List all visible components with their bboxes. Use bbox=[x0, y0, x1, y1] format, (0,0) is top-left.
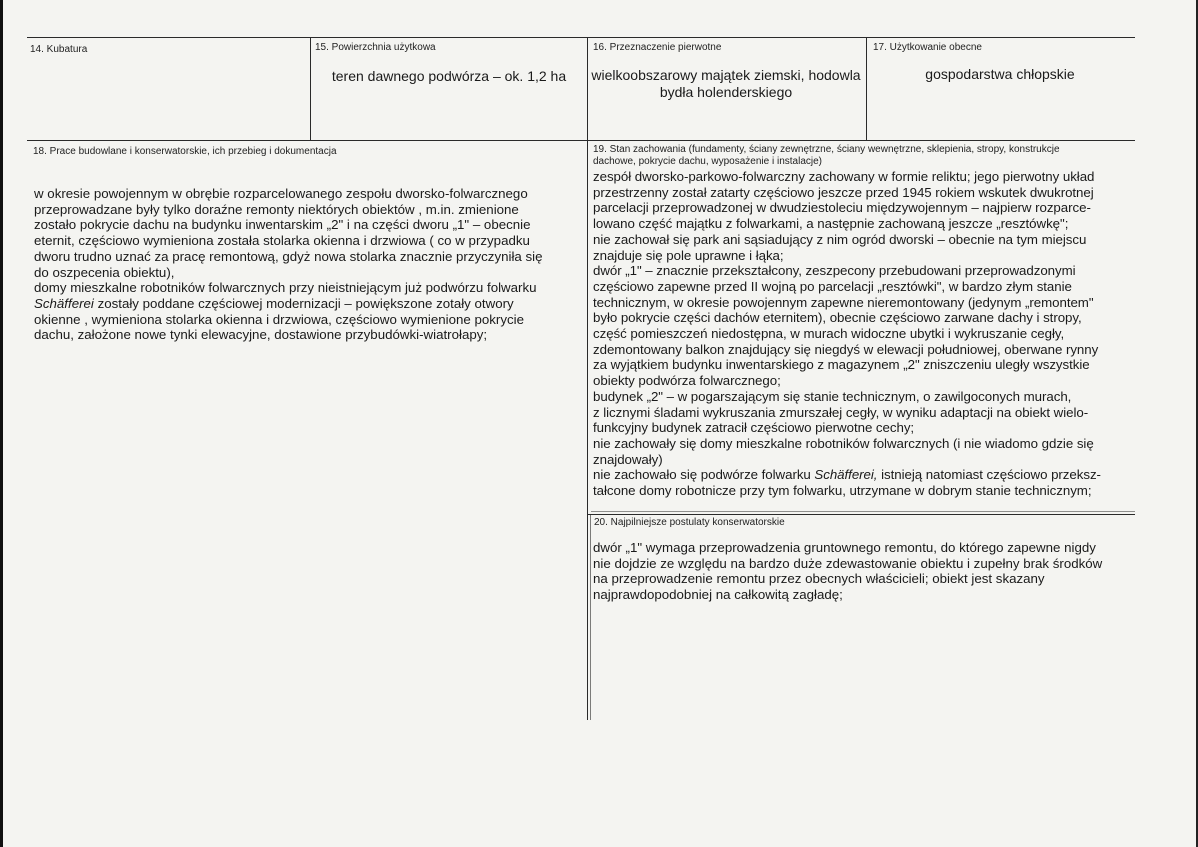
field-17-label: 17. Użytkowanie obecne bbox=[873, 42, 982, 53]
row1-bottom-rule bbox=[27, 140, 1135, 141]
field-16-label: 16. Przeznaczenie pierwotne bbox=[593, 42, 722, 53]
field20-inner-rule bbox=[591, 511, 1135, 512]
divider-main-inner bbox=[590, 514, 591, 720]
field-19-paragraph-2: istnieją natomiast częściowo przeksz- tałcone domy robotnicze przy tym folwarku, utrzymane w dobrym stanie technicznym; bbox=[593, 467, 1101, 499]
field-19-italic-name: Schäfferei, bbox=[814, 467, 878, 483]
field-18-text bbox=[34, 186, 584, 343]
field-15-label: 15. Powierzchnia użytkowa bbox=[315, 42, 436, 53]
top-rule bbox=[27, 37, 1135, 38]
field-19-text bbox=[593, 169, 1138, 499]
field-15-value: teren dawnego podwórza – ok. 1,2 ha bbox=[331, 68, 567, 84]
field-14-label: 14. Kubatura bbox=[30, 44, 88, 55]
field20-top-rule bbox=[588, 514, 1135, 515]
field-18-paragraph-2: zostały poddane częściowej modernizacji – powiększone zotały otwory okienne , wymieniona stolarka okienna i drzwiowa, częściowo wymienione pokrycie dachu, założone nowe tynki elewacyjne, dostawione przybudówki-wiatrołapy; bbox=[34, 295, 524, 343]
divider-main bbox=[587, 37, 588, 720]
field-17-value: gospodarstwa chłopskie bbox=[925, 66, 1075, 82]
field-16-value: wielkoobszarowy majątek ziemski, hodowla bydła holenderskiego bbox=[591, 67, 861, 100]
field-19-paragraph-1: zespół dworsko-parkowo-folwarczny zachowany w formie reliktu; jego pierwotny układ przestrzenny został zatarty częściowo jeszcze przed 1945 rokiem wskutek dwukrotnej parcelacji przeprowadzonej w dwudziestoleciu międzywojennym – najpierw rozparce- lowano część majątku z folwarkami, a następnie zachowaną jeszcze „resztówkę"; nie zachował się park ani sąsiadujący z nim ogród dworski – obecnie na tym miejscu znajduje się pole uprawne i łąka; dwór „1" – znacznie przekształcony, zeszpecony przebudowani przeprowadzonymi częściowo zapewne przed II wojną po parcelacji „resztówki", w bardzo złym stanie technicznym, w okresie powojennym zapewne nieremontowany (jedynym „remontem" było pokrycie części dachów eternitem), obecnie częściowo zarwane dachy i stropy, część pomieszczeń niedostępna, w murach widoczne ubytki i wykruszanie cegły, zdemontowany balkon znajdujący się niegdyś w elewacji południowej, oberwane rynny za wyjątkiem budynku inwentarskiego z magazynem „2" zniszczeniu uległy wszystkie obiekty podwórza folwarcznego; budynek „2" – w pogarszającym się stanie technicznym, o zawilgoconych murach, z licznymi śladami wykruszania zmurszałej cegły, w wyniku adaptacji na obiekt wielo- funkcyjny budynek zatracił częściowo pierwotne cechy; nie zachowały się domy mieszkalne robotników folwarcznych (i nie wiadomo gdzie się znajdowały) nie zachowało się podwórze folwarku bbox=[593, 169, 1099, 483]
field-19-label: 19. Stan zachowania (fundamenty, ściany zewnętrzne, ściany wewnętrzne, sklepienia, stropy, konstrukcje dachowe, pokrycie dachu, wyposażenie i instalacje) bbox=[593, 144, 1060, 167]
divider-16-17 bbox=[866, 37, 867, 140]
field-18-paragraph-1: w okresie powojennym w obrębie rozparcelowanego zespołu dworsko-folwarcznego przeprowadzane były tylko doraźne remonty niektórych obiektów , m.in. zmienione zostało pokrycie dachu na budynku inwentarskim „2" i na części dworu „1" – obecnie eternit, częściowo wymieniona została stolarka okienna i drzwiowa ( co w przypadku dworu trudno uznać za pracę remontową, gdyż nowa stolarka znacznie przyczyniła się do oszpecenia obiektu), domy mieszkalne robotników folwarcznych przy nieistniejącym już podwórzu folwarku bbox=[34, 186, 543, 296]
scan-edge-left bbox=[0, 0, 3, 847]
field-20-text: dwór „1" wymaga przeprowadzenia gruntownego remontu, do którego zapewne nigdy nie dojdzie ze względu na bardzo duże zdewastowanie obiektu i zupełny brak środków na przeprowadzenie remontu przez obecnych właścicieli; obiekt jest skazany najprawdopodobniej na całkowitą zagładę; bbox=[593, 540, 1103, 603]
field-20-label: 20. Najpilniejsze postulaty konserwatorskie bbox=[594, 517, 785, 528]
field-18-italic-name: Schäfferei bbox=[34, 295, 94, 311]
field-18-label: 18. Prace budowlane i konserwatorskie, ich przebieg i dokumentacja bbox=[33, 146, 337, 157]
divider-14-15 bbox=[310, 37, 311, 140]
